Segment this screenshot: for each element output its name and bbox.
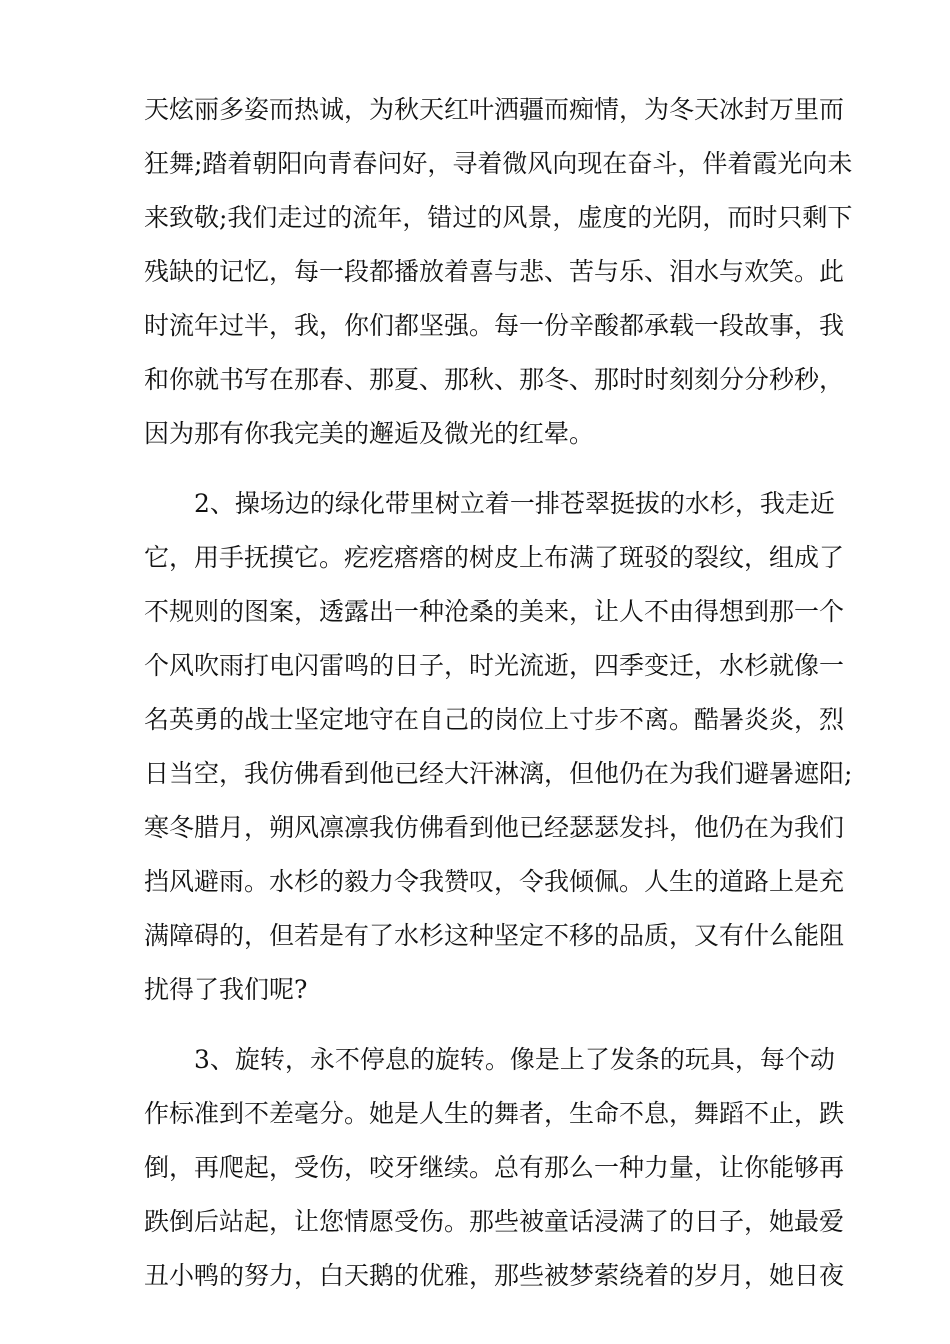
text-line: 个风吹雨打电闪雷鸣的日子，时光流逝，四季变迁，水杉就像一: [144, 651, 845, 680]
text-line: 跌倒后站起，让您情愿受伤。那些被童话浸满了的日子，她最爱: [144, 1207, 845, 1236]
text-line: 不规则的图案，透露出一种沧桑的美来，让人不由得想到那一个: [144, 597, 845, 626]
text-line: 挡风避雨。水杉的毅力令我赞叹，令我倾佩。人生的道路上是充: [144, 867, 845, 896]
text-line: 时流年过半，我，你们都坚强。每一份辛酸都承载一段故事，我: [144, 311, 845, 340]
text-line: 它，用手抚摸它。疙疙瘩瘩的树皮上布满了斑驳的裂纹，组成了: [144, 543, 845, 572]
text-line: 名英勇的战士坚定地守在自己的岗位上寸步不离。酷暑炎炎，烈: [144, 705, 845, 734]
text-line: 因为那有你我完美的邂逅及微光的红晕。: [144, 419, 595, 448]
paragraph-1: [144, 83, 853, 461]
text-line: 狂舞;踏着朝阳向青春问好，寻着微风向现在奋斗，伴着霞光向未: [144, 149, 853, 178]
paragraph-3: [144, 1033, 845, 1303]
text-line: 寒冬腊月，朔风凛凛我仿佛看到他已经瑟瑟发抖，他仍在为我们: [144, 813, 845, 842]
text-line: 来致敬;我们走过的流年，错过的风景，虚度的光阴，而时只剩下: [144, 203, 853, 232]
text-line: 天炫丽多姿而热诚，为秋天红叶洒疆而痴情，为冬天冰封万里而: [144, 95, 845, 124]
text-line: 作标准到不差毫分。她是人生的舞者，生命不息，舞蹈不止，跌: [144, 1099, 845, 1128]
paragraph-gap: [144, 1017, 824, 1033]
text-line: 残缺的记忆，每一段都播放着喜与悲、苦与乐、泪水与欢笑。此: [144, 257, 845, 286]
text-line: 扰得了我们呢?: [144, 975, 308, 1004]
text-line: 和你就书写在那春、那夏、那秋、那冬、那时时刻刻分分秒秒，: [144, 365, 845, 394]
text-line: 2、操场边的绿化带里树立着一排苍翠挺拔的水杉，我走近: [194, 489, 835, 518]
document-body: [144, 83, 853, 1303]
paragraph-gap: [144, 461, 824, 477]
text-line: 丑小鸭的努力，白天鹅的优雅，那些被梦萦绕着的岁月，她日夜: [144, 1261, 845, 1290]
text-line: 3、旋转，永不停息的旋转。像是上了发条的玩具，每个动: [194, 1045, 835, 1074]
paragraph-2: [144, 477, 853, 1017]
text-line: 满障碍的，但若是有了水杉这种坚定不移的品质，又有什么能阻: [144, 921, 845, 950]
text-line: 日当空，我仿佛看到他已经大汗淋漓，但他仍在为我们避暑遮阳;: [144, 759, 853, 788]
text-line: 倒，再爬起，受伤，咬牙继续。总有那么一种力量，让你能够再: [144, 1153, 845, 1182]
